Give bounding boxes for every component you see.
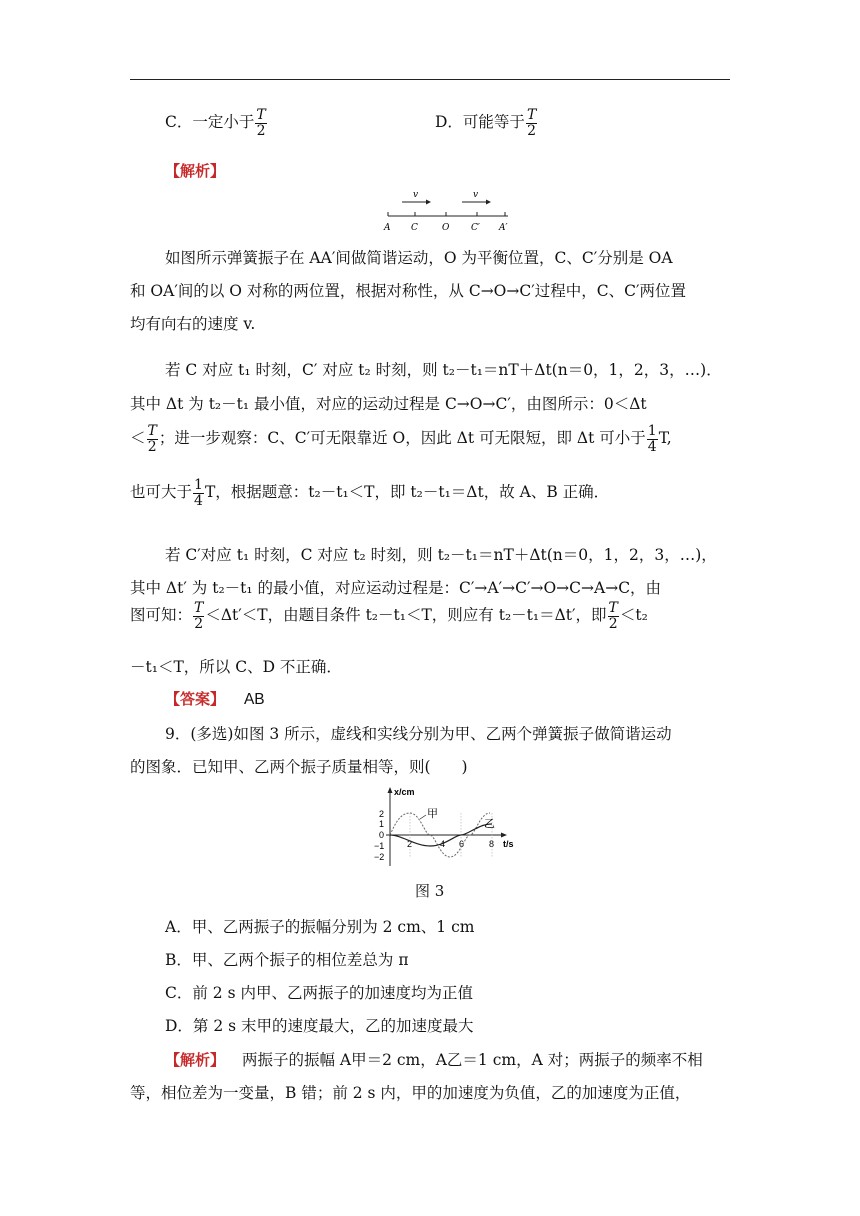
fraction: $\frac{1}{4}$ [194, 477, 203, 509]
oscillation-graph [360, 786, 525, 870]
series-label-jia: 甲 [427, 807, 438, 820]
figure-caption: 图 3 [415, 882, 445, 900]
fraction: $\frac{T}{2}$ [256, 107, 266, 139]
option-d: D．可能等于 $\frac{T}{2}$ [435, 107, 537, 139]
header-rule [130, 79, 730, 80]
fraction: $\frac{T}{2}$ [194, 600, 204, 632]
paragraph-text: 其中 Δt 为 t₂－t₁ 最小值，对应的运动过程是 C→O→C′，由图所示：0＜Δt [130, 395, 647, 413]
answer-value: AB [243, 691, 265, 708]
paragraph-text: 和 OA′间的以 O 对称的两位置，根据对称性，从 C→O→C′过程中，C、C′两位置 [130, 282, 686, 300]
arrow-label: v [413, 190, 419, 200]
paragraph-text: 若 C 对应 t₁ 时刻，C′ 对应 t₂ 时刻，则 t₂－t₁＝nT＋Δt(n＝0，1，2，3，…)． [165, 361, 722, 379]
paragraph-text: 均有向右的速度 v. [130, 315, 256, 333]
paragraph-text: 等，相位差为一变量，B 错；前 2 s 内，甲的加速度为负值，乙的加速度为正值， [130, 1084, 691, 1102]
option-c: C．一定小于 $\frac{T}{2}$ [165, 107, 266, 139]
question-text: 9．(多选)如图 3 所示，虚线和实线分别为甲、乙两个弹簧振子做简谐运动 [165, 725, 672, 743]
fraction: $\frac{T}{2}$ [608, 600, 618, 632]
paragraph-text: 两振子的振幅 A甲＝2 cm，A乙＝1 cm，A 对；两振子的频率不相 [241, 1051, 703, 1069]
point-label-a: A [384, 223, 391, 233]
y-tick: 1 [379, 819, 385, 829]
point-label-c: C [411, 223, 418, 233]
point-label-a-prime: A′ [499, 223, 508, 233]
paragraph-text: －t₁＜T，所以 C、D 不正确． [130, 658, 342, 676]
choice-b: B．甲、乙两个振子的相位差总为 π [165, 951, 409, 969]
answer-line [165, 688, 265, 709]
choice-d: D．第 2 s 末甲的速度最大，乙的加速度最大 [165, 1017, 474, 1035]
arrow-label: v [473, 190, 479, 200]
oscillator-figure [380, 186, 515, 234]
fraction: $\frac{T}{2}$ [147, 423, 157, 455]
choice-c: C．前 2 s 内甲、乙两振子的加速度均为正值 [165, 984, 473, 1002]
choice-a: A．甲、乙两振子的振幅分别为 2 cm、1 cm [165, 918, 475, 936]
analysis-label: 【解析】 [165, 162, 226, 180]
y-tick: 2 [379, 809, 385, 819]
paragraph-text: ＜ $\frac{T}{2}$ ；进一步观察：C、C′可无限靠近 O，因此 Δt 可无限短，即 Δt 可小于 $\frac{1}{4}$ T, [130, 423, 672, 455]
fraction: $\frac{T}{2}$ [526, 107, 537, 139]
y-tick: −1 [374, 841, 385, 851]
paragraph-text: 若 C′对应 t₁ 时刻，C 对应 t₂ 时刻，则 t₂－t₁＝nT＋Δt(n＝0，1，2，3，…)， [165, 546, 717, 564]
question-text: 的图象．已知甲、乙两个振子质量相等，则( ) [130, 758, 468, 776]
answer-label: 【答案】 [165, 690, 226, 708]
x-tick: 6 [459, 839, 465, 849]
series-label-yi: 乙 [484, 817, 495, 830]
analysis-label: 【解析】 [165, 1051, 226, 1069]
point-label-c-prime: C′ [471, 223, 480, 233]
y-tick: −2 [374, 852, 385, 862]
y-tick: 0 [379, 830, 385, 840]
paragraph-text: 其中 Δt′ 为 t₂－t₁ 的最小值，对应运动过程是：C′→A′→C′→O→C→A→C，由 [130, 579, 662, 597]
paragraph-text: 也可大于 $\frac{1}{4}$ T，根据题意：t₂－t₁＜T，即 t₂－t₁＝Δt，故 A、B 正确． [130, 477, 610, 509]
x-axis-label: t/s [503, 839, 514, 849]
y-axis-label: x/cm [394, 787, 415, 797]
fraction: $\frac{1}{4}$ [647, 423, 657, 455]
x-tick: 2 [407, 839, 413, 849]
point-label-o: O [442, 223, 450, 233]
x-tick: 4 [440, 839, 446, 849]
x-tick: 8 [489, 839, 495, 849]
paragraph-text: 图可知： $\frac{T}{2}$ ＜Δt′＜T，由题目条件 t₂－t₁＜T，则应有 t₂－t₁＝Δt′，即 $\frac{T}{2}$ ＜t₂ [130, 600, 648, 632]
analysis-line [165, 1048, 703, 1070]
paragraph-text: 如图所示弹簧振子在 AA′间做简谐运动，O 为平衡位置，C、C′分别是 OA [165, 249, 673, 267]
